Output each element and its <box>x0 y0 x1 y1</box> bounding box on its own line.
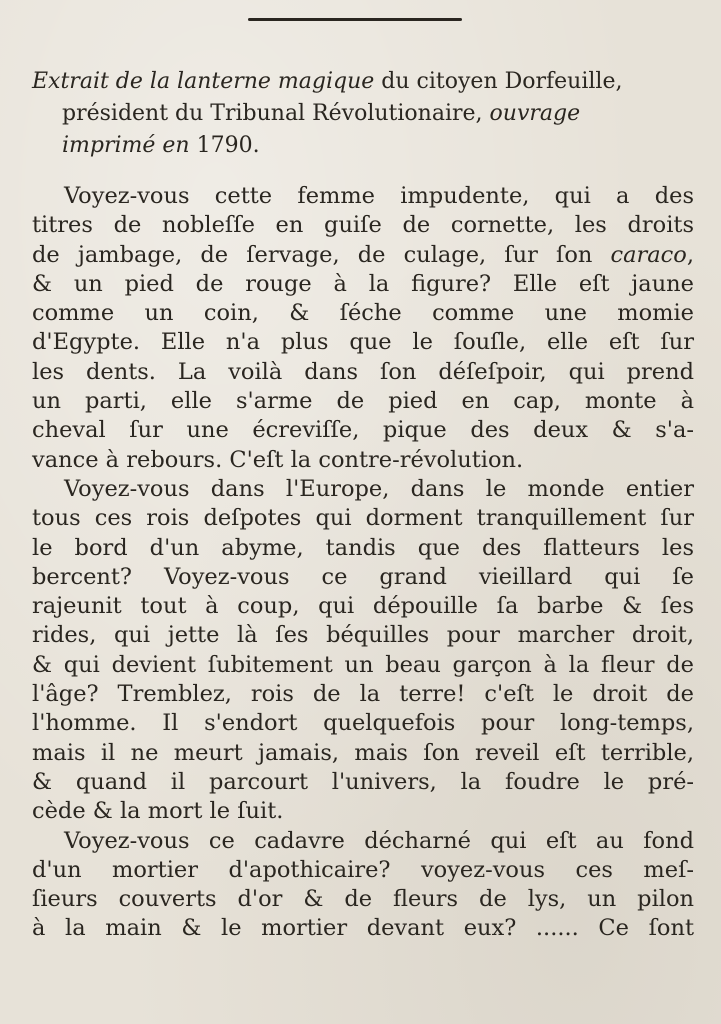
text-line: & quand il parcourt l'univers, la foudre le pré- <box>32 768 694 795</box>
text-line: tous ces rois deſpotes qui dorment tranquillement ſur <box>32 505 694 532</box>
top-rule <box>248 18 462 21</box>
heading-line-3 <box>32 130 692 162</box>
text-line: titres de nobleſſe en guiſe de cornette, les droits <box>32 212 694 239</box>
heading-block <box>32 66 692 162</box>
text-italic-caraco: caraco <box>610 241 687 268</box>
body-text <box>32 182 694 944</box>
text-line: cheval ſur une écreviſſe, pique des deux & s'a- <box>32 417 694 444</box>
text-line: les dents. La voilà dans ſon déſeſpoir, qui prend <box>32 358 694 385</box>
heading-ouvrage: ouvrage <box>489 101 581 126</box>
heading-printed: imprimé en <box>62 133 190 158</box>
text-line <box>32 241 694 270</box>
text-line: rajeunit tout à coup, qui dépouille ſa barbe & ſes <box>32 593 694 620</box>
heading-title-italic: Extrait de la lanterne magique <box>32 69 375 94</box>
text-line: le bord d'un abyme, tandis que des flatteurs les <box>32 534 694 561</box>
text-line: d'Egypte. Elle n'a plus que le ſouſle, elle eſt ſur <box>32 329 694 356</box>
heading-line-1 <box>32 66 692 98</box>
heading-year: 1790. <box>189 133 260 158</box>
text-fragment: de jambage, de ſervage, de culage, ſur ſon <box>32 241 611 268</box>
text-line: à la main & le mortier devant eux? ...... Ce ſont <box>32 915 694 942</box>
heading-role: président du Tribunal Révolutionaire, <box>62 101 490 126</box>
text-line: un parti, elle s'arme de pied en cap, monte à <box>32 388 694 415</box>
text-line: bercent? Voyez-vous ce grand vieillard qui ſe <box>32 563 694 590</box>
text-line: rides, qui jette là ſes béquilles pour marcher droit, <box>32 622 694 649</box>
heading-author: du citoyen Dorfeuille, <box>374 69 623 94</box>
text-line: Voyez-vous ce cadavre décharné qui eſt au fond <box>64 827 694 854</box>
text-line: d'un mortier d'apothicaire? voyez-vous ces meſ- <box>32 856 694 883</box>
text-line: cède & la mort le ſuit. <box>32 798 284 825</box>
text-line: & un pied de rouge à la figure? Elle eſt jaune <box>32 270 694 297</box>
text-line: Voyez-vous cette femme impudente, qui a des <box>64 183 694 209</box>
text-line: vance à rebours. C'eſt la contre-révolution. <box>32 446 524 473</box>
text-line: ſieurs couverts d'or & de fleurs de lys, un pilon <box>32 886 694 913</box>
text-line: l'homme. Il s'endort quelquefois pour long-temps, <box>32 710 694 737</box>
heading-line-2 <box>32 98 692 130</box>
text-line: & qui devient ſubitement un beau garçon à la fleur de <box>32 651 694 678</box>
text-line: comme un coin, & ſéche comme une momie <box>32 300 694 327</box>
text-line: Voyez-vous dans l'Europe, dans le monde entier <box>64 475 694 502</box>
text-line: mais il ne meurt jamais, mais ſon reveil eſt terrible, <box>32 739 694 766</box>
text-fragment: , <box>686 241 694 268</box>
text-line: l'âge? Tremblez, rois de la terre! c'eſt le droit de <box>32 681 694 708</box>
